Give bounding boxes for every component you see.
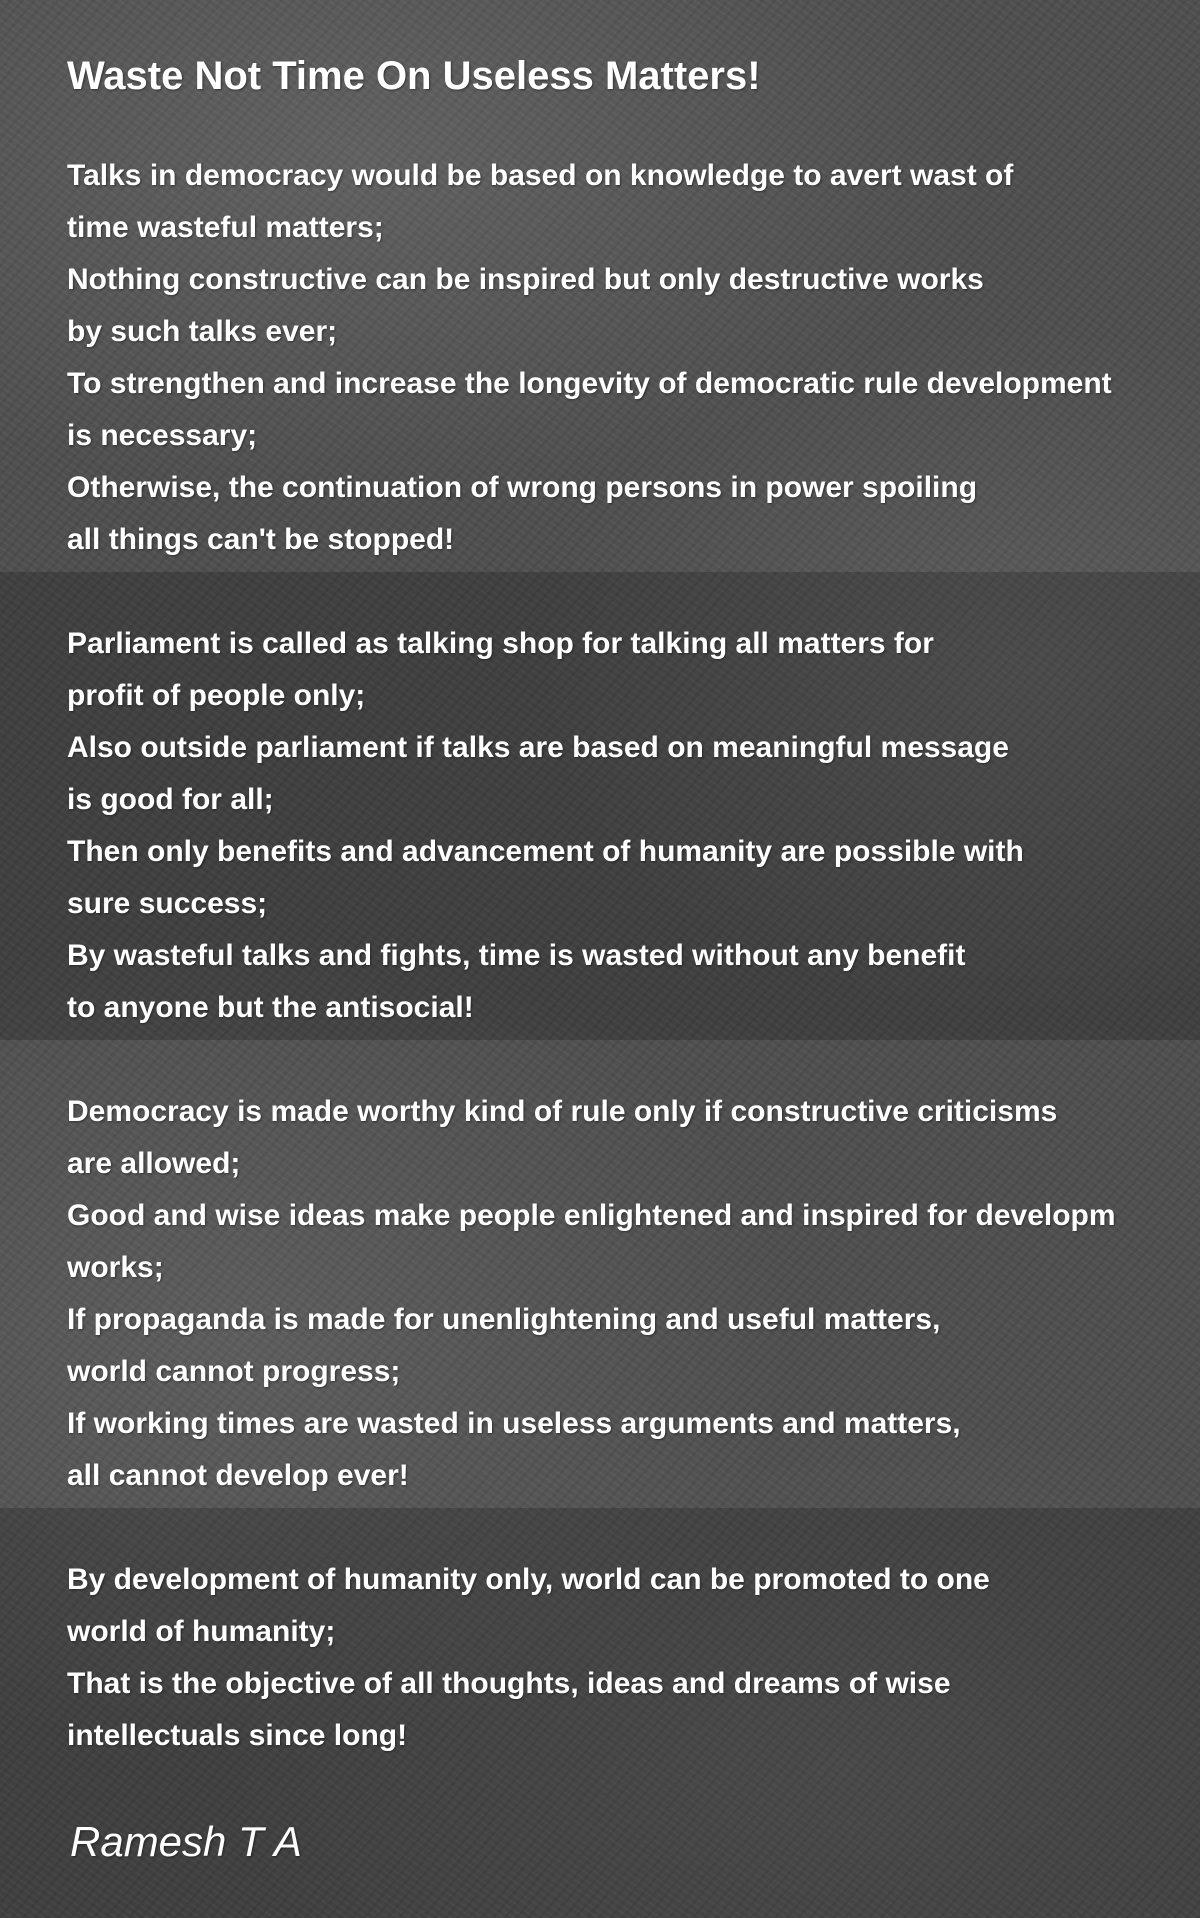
poem-line: intellectuals since long! [67, 1719, 408, 1752]
stanza-1 [67, 150, 1112, 566]
stanza-2 [67, 618, 1024, 1034]
poem-line: Talks in democracy would be based on knowledge to avert wast of [67, 159, 1014, 192]
poem-line: is necessary; [67, 419, 258, 452]
poem-line: To strengthen and increase the longevity of democratic rule development [67, 367, 1112, 400]
poem-line: is good for all; [67, 783, 274, 816]
stanza-3 [67, 1086, 1116, 1502]
poem-line: world of humanity; [67, 1615, 336, 1648]
poem-author: Ramesh T A [70, 1818, 302, 1865]
poem-line: By wasteful talks and fights, time is wasted without any benefit [67, 939, 966, 972]
poem-line: are allowed; [67, 1147, 241, 1180]
poem-line: works; [67, 1251, 164, 1284]
poem-line: Parliament is called as talking shop for talking all matters for [67, 627, 934, 660]
poem-card [67, 46, 1200, 1865]
stanza-4 [67, 1554, 990, 1762]
poem-line: Nothing constructive can be inspired but only destructive works [67, 263, 984, 296]
poem-line: Then only benefits and advancement of humanity are possible with [67, 835, 1024, 868]
poem-line: profit of people only; [67, 679, 366, 712]
poem-line: to anyone but the antisocial! [67, 991, 474, 1024]
poem-line: Otherwise, the continuation of wrong persons in power spoiling [67, 471, 978, 504]
poem-line: world cannot progress; [67, 1355, 401, 1388]
poem-line: all things can't be stopped! [67, 523, 455, 556]
poem-line: Also outside parliament if talks are based on meaningful message [67, 731, 1009, 764]
poem-line: Democracy is made worthy kind of rule only if constructive criticisms [67, 1095, 1058, 1128]
poem-line: If propaganda is made for unenlightening and useful matters, [67, 1303, 941, 1336]
poem-line: time wasteful matters; [67, 211, 384, 244]
poem-line: If working times are wasted in useless arguments and matters, [67, 1407, 961, 1440]
poem-line: all cannot develop ever! [67, 1459, 409, 1492]
poem-line: by such talks ever; [67, 315, 338, 348]
poem-title: Waste Not Time On Useless Matters! [67, 54, 761, 98]
poem-line: sure success; [67, 887, 268, 920]
poem-line: By development of humanity only, world can be promoted to one [67, 1563, 990, 1596]
poem-line: That is the objective of all thoughts, ideas and dreams of wise [67, 1667, 951, 1700]
poem-line: Good and wise ideas make people enlightened and inspired for developm [67, 1199, 1116, 1232]
